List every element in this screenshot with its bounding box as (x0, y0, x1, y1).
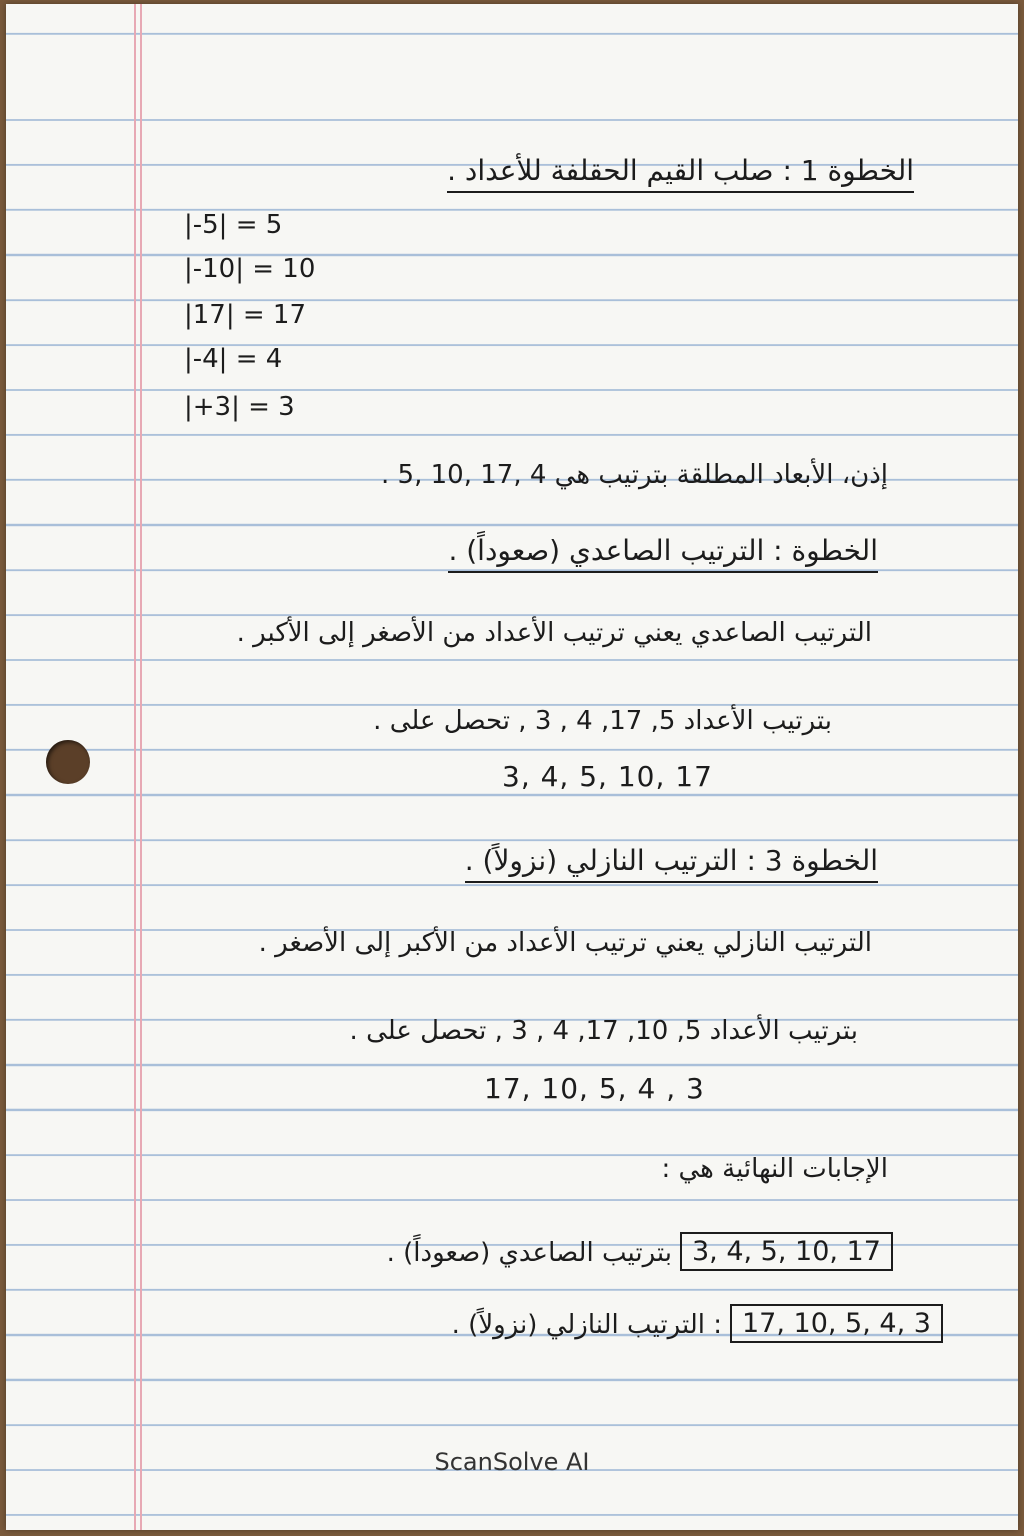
abs-value-line: |-10| = 10 (184, 254, 316, 284)
step2-definition: الترتيب الصاعدي يعني ترتيب الأعداد من الأصغر إلى الأكبر . (236, 618, 872, 648)
abs-value-line: |17| = 17 (184, 300, 307, 330)
notebook-page (6, 4, 1018, 1530)
step3-result: 17, 10, 5, 4 , 3 (484, 1072, 705, 1105)
margin-line (140, 4, 142, 1530)
descending-label: : الترتيب النازلي (نزولاً) . (451, 1310, 722, 1340)
descending-answer-box: 17, 10, 5, 4, 3 (730, 1304, 943, 1343)
step3-definition: الترتيب النازلي يعني ترتيب الأعداد من الأكبر إلى الأصغر . (258, 928, 872, 958)
abs-value-line: |+3| = 3 (184, 392, 295, 422)
step3-heading: الخطوة 3 : الترتيب النازلي (نزولاً) . (465, 844, 878, 883)
step2-instruction: بترتيب الأعداد 5, 17, 4 , 3 , تحصل على . (373, 706, 832, 736)
abs-value-line: |-4| = 4 (184, 344, 283, 374)
step1-summary: إذن، الأبعاد المطلقة بترتيب هي 4 ,17 ,10 ,5 . (381, 460, 888, 490)
ascending-answer-box: 3, 4, 5, 10, 17 (680, 1232, 893, 1271)
step2-result: 3, 4, 5, 10, 17 (502, 760, 713, 793)
answers-heading: الإجابات النهائية هي : (661, 1154, 888, 1184)
watermark-footer: ScanSolve AI (434, 1448, 590, 1476)
margin-line (134, 4, 136, 1530)
punch-hole (46, 740, 90, 784)
step1-heading: الخطوة 1 : صلب القيم الحقلفة للأعداد . (447, 154, 914, 193)
abs-value-line: |-5| = 5 (184, 210, 283, 240)
step3-instruction: بترتيب الأعداد 5, 10, 17, 4 , 3 , تحصل على . (349, 1016, 858, 1046)
ascending-label: بترتيب الصاعدي (صعوداً) . (386, 1238, 672, 1268)
step2-heading: الخطوة : الترتيب الصاعدي (صعوداً) . (448, 534, 878, 573)
